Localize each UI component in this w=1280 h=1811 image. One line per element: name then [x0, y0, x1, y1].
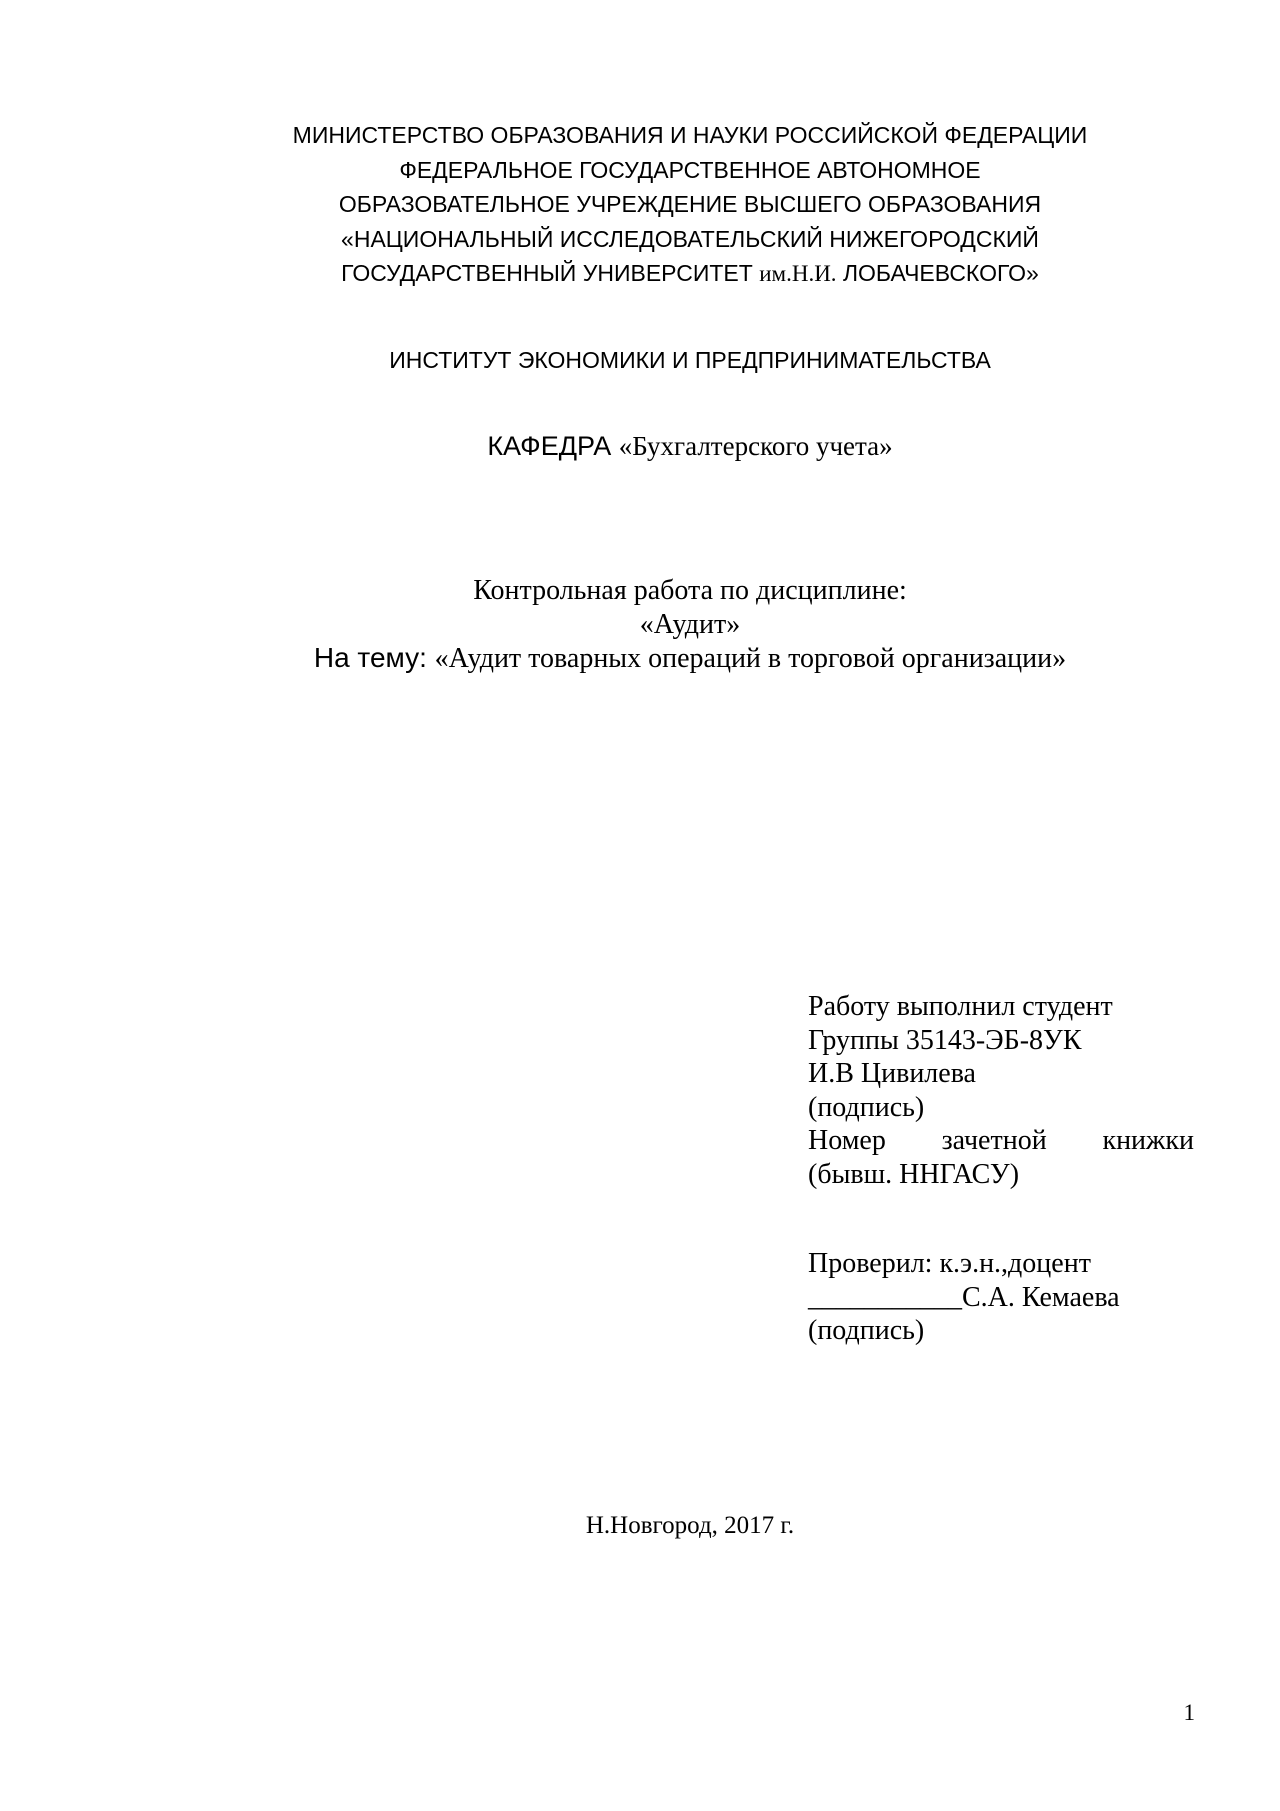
- author-name: И.В Цивилева: [808, 1058, 976, 1089]
- author-block: [808, 990, 1194, 1191]
- checker-block: [808, 1247, 1194, 1348]
- institute-name: ИНСТИТУТ ЭКОНОМИКИ И ПРЕДПРИНИМАТЕЛЬСТВА: [389, 347, 991, 373]
- checker-signature: (подпись): [808, 1315, 925, 1346]
- ministry-header: [200, 118, 1180, 292]
- work-type: Контрольная работа по дисциплине:: [473, 575, 907, 606]
- header-line: ОБРАЗОВАТЕЛЬНОЕ УЧРЕЖДЕНИЕ ВЫСШЕГО ОБРАЗОВАНИЯ: [338, 191, 1042, 217]
- header-line: «НАЦИОНАЛЬНЫЙ ИССЛЕДОВАТЕЛЬСКИЙ НИЖЕГОРОДСКИЙ: [341, 225, 1039, 252]
- record-book-word: Номер: [808, 1125, 886, 1156]
- header-university-end: ЛОБАЧЕВСКОГО»: [836, 260, 1039, 286]
- checker-title: Проверил: к.э.н.,доцент: [808, 1248, 1091, 1279]
- record-book-word: зачетной: [941, 1125, 1047, 1156]
- discipline-name: «Аудит»: [639, 608, 741, 640]
- city-year: Н.Новгород, 2017 г.: [585, 1512, 795, 1539]
- department-label: КАФЕДРА: [487, 431, 619, 461]
- header-line-university: [200, 256, 1180, 292]
- work-title-block: [200, 574, 1180, 676]
- department-name: [200, 428, 1180, 464]
- topic-prefix: На тему:: [313, 642, 435, 673]
- record-book-continuation: (бывш. ННГАСУ): [808, 1158, 1020, 1190]
- work-topic-line: [200, 641, 1180, 676]
- checker-name: ___________С.А. Кемаева: [808, 1281, 1120, 1313]
- department-title: «Бухгалтерского учета»: [618, 431, 893, 461]
- header-university-start: ГОСУДАРСТВЕННЫЙ УНИВЕРСИТЕТ: [341, 260, 760, 286]
- header-line: МИНИСТЕРСТВО ОБРАЗОВАНИЯ И НАУКИ РОССИЙСКОЙ ФЕДЕРАЦИИ: [292, 122, 1088, 148]
- header-line: ФЕДЕРАЛЬНОЕ ГОСУДАРСТВЕННОЕ АВТОНОМНОЕ: [399, 156, 981, 183]
- page-number: 1: [1183, 1700, 1195, 1725]
- author-performed-by: Работу выполнил студент: [808, 991, 1113, 1022]
- author-group: Группы 35143-ЭБ-8УК: [808, 1024, 1082, 1056]
- record-book-line: [808, 1124, 1194, 1158]
- header-university-initials: им.Н.И.: [759, 261, 837, 286]
- topic-title: «Аудит товарных операций в торговой организации»: [434, 643, 1067, 674]
- author-signature: (подпись): [808, 1091, 925, 1123]
- record-book-word: книжки: [1102, 1125, 1194, 1156]
